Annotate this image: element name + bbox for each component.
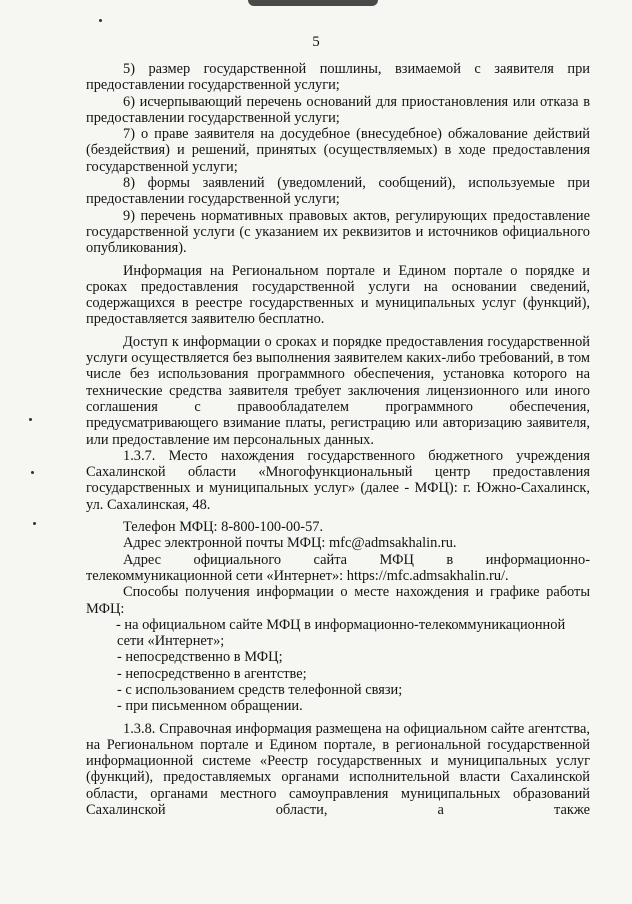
- mfc-location-paragraph: 1.3.7. Место нахождения государственного бюджетного учреждения Сахалинской области «Многофункциональный центр предоставления государственных и муниципальных услуг» (далее - МФЦ): г. Южно-Сахалинск, ул. Сахалинская, 48.: [86, 447, 590, 513]
- mfc-website: Адрес официального сайта МФЦ в информационно-телекоммуникационной сети «Интернет»: https://mfc.admsakhalin.ru/.: [86, 551, 590, 584]
- ways-list-item-mfc: - непосредственно в МФЦ;: [117, 649, 283, 666]
- ways-intro: Способы получения информации о месте нахождения и графике работы МФЦ:: [86, 584, 590, 617]
- scan-speck: [31, 471, 34, 474]
- ways-list-item-site: - на официальном сайте МФЦ в информационно-телекоммуникационной сети «Интернет»;: [116, 616, 566, 650]
- scan-speck: [33, 522, 36, 525]
- list-item-9: 9) перечень нормативных правовых актов, регулирующих предоставление государственной услуги (с указанием их реквизитов и источников официального опубликования).: [86, 207, 590, 257]
- reference-info-paragraph: 1.3.8. Справочная информация размещена на официальном сайте агентства, на Региональном портале и Едином портале, в региональной государственной информационной системе «Реестр государственных и муниципальных услуг (функций), предоставляемых органами исполнительной власти Сахалинской области, органами местного самоуправления муниципальных образований Сахалинской области, а также: [86, 720, 590, 819]
- mfc-email: Адрес электронной почты МФЦ: mfc@admsakhalin.ru.: [123, 535, 457, 552]
- list-item-8: 8) формы заявлений (уведомлений, сообщений), используемые при предоставлении государственной услуги;: [86, 175, 590, 208]
- binding-mark: [248, 0, 378, 6]
- page-number: 5: [312, 34, 320, 50]
- access-info-paragraph: Доступ к информации о сроках и порядке предоставления государственной услуги осуществляется без выполнения заявителем каких-либо требований, в том числе без использования программного обеспечения, установка которого на технические средства заявителя требует заключения лицензионного или иного соглашения с правообладателем программного обеспечения, предусматривающего взимание платы, регистрацию или авторизацию заявителя, или предоставление им персональных данных.: [86, 333, 590, 448]
- portal-info-paragraph: Информация на Региональном портале и Едином портале о порядке и сроках предоставления государственной услуги на основании сведений, содержащихся в реестре государственных и муниципальных услуг (функций), предоставляется заявителю бесплатно.: [86, 262, 590, 328]
- ways-list-item-phone: - с использованием средств телефонной связи;: [117, 681, 403, 698]
- mfc-phone: Телефон МФЦ: 8-800-100-00-57.: [123, 519, 324, 536]
- ways-list-item-agency: - непосредственно в агентстве;: [117, 665, 307, 682]
- list-item-6: 6) исчерпывающий перечень оснований для приостановления или отказа в предоставлении государственной услуги;: [86, 93, 590, 126]
- scan-speck: [29, 418, 32, 421]
- list-item-7: 7) о праве заявителя на досудебное (внесудебное) обжалование действий (бездействия) и решений, принятых (осуществляемых) в ходе предоставления государственной услуги;: [86, 126, 590, 175]
- document-body: [86, 61, 590, 818]
- list-item-5: 5) размер государственной пошлины, взимаемой с заявителя при предоставлении государственной услуги;: [86, 61, 590, 94]
- scan-speck: [99, 19, 102, 22]
- ways-list-item-letter: - при письменном обращении.: [117, 698, 303, 715]
